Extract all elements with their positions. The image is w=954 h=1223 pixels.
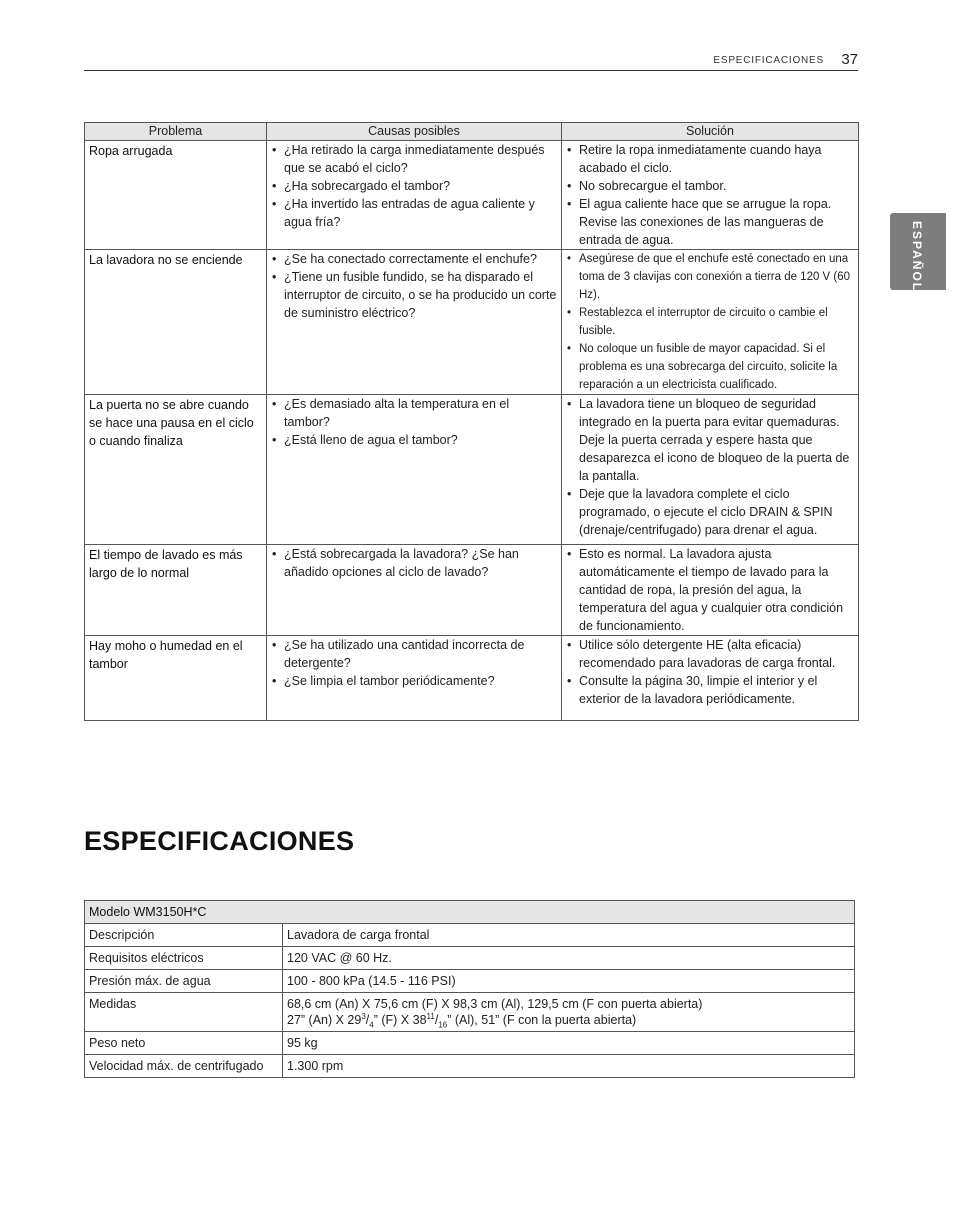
- table-row: [85, 1055, 855, 1078]
- troubleshooting-table: [84, 122, 859, 721]
- dimensions-imperial: 27” (An) X $29^3/_4$” (F) X $38^{11}/_{16}$” (Al), 51” (F con la puerta abierta): [287, 1011, 637, 1030]
- specs-table: [84, 900, 855, 1078]
- list-item: • ¿Tiene un fusible fundido, se ha disparado el interruptor de circuito, o se ha producido un corte de suministro eléctrico?: [271, 268, 557, 322]
- list-item: • ¿Está lleno de agua el tambor?: [271, 431, 557, 449]
- page-header: [84, 50, 858, 71]
- table-row: [85, 947, 855, 970]
- specs-title: ESPECIFICACIONES: [84, 826, 355, 856]
- spec-label: Requisitos eléctricos: [85, 947, 283, 970]
- list-item: • Consulte la página 30, limpie el interior y el exterior de la lavadora periódicamente.: [566, 672, 854, 708]
- table-row: [85, 250, 859, 395]
- specs-header-row: [85, 901, 855, 924]
- list-item: • Asegúrese de que el enchufe esté conectado en una toma de 3 clavijas con conexión a tierra de 120 V (60 Hz).: [566, 250, 854, 304]
- solutions-cell: [562, 250, 859, 395]
- table-row: [85, 1032, 855, 1055]
- column-header: Causas posibles: [267, 123, 562, 141]
- page-number: 37: [841, 51, 858, 68]
- solutions-cell: [562, 141, 859, 250]
- list-item: • ¿Se limpia el tambor periódicamente?: [271, 672, 557, 690]
- list-item: • ¿Ha sobrecargado el tambor?: [271, 177, 557, 195]
- language-tab: [890, 213, 946, 293]
- list-item: • La lavadora tiene un bloqueo de seguridad integrado en la puerta para evitar quemaduras. Deje la puerta cerrada y espere hasta que desaparezca el icono de bloqueo de la puerta de la pantalla.: [566, 395, 854, 485]
- column-header: Problema: [85, 123, 267, 141]
- column-header: Solución: [562, 123, 859, 141]
- header-section-title: ESPECIFICACIONES: [713, 55, 824, 66]
- list-item: • Retire la ropa inmediatamente cuando haya acabado el ciclo.: [566, 141, 854, 177]
- list-item: • ¿Ha invertido las entradas de agua caliente y agua fría?: [271, 195, 557, 231]
- spec-value: 100 - 800 kPa (14.5 - 116 PSI): [283, 970, 855, 993]
- list-item: • ¿Es demasiado alta la temperatura en el tambor?: [271, 395, 557, 431]
- problem-cell: Hay moho o humedad en el tambor: [85, 636, 267, 721]
- list-item: • No sobrecargue el tambor.: [566, 177, 854, 195]
- causes-cell: [267, 545, 562, 636]
- list-item: • El agua caliente hace que se arrugue la ropa. Revise las conexiones de las mangueras de entrada de agua.: [566, 195, 854, 249]
- table-row: [85, 993, 855, 1032]
- list-item: • Utilice sólo detergente HE (alta eficacia) recomendado para lavadoras de carga frontal.: [566, 636, 854, 672]
- spec-value: Lavadora de carga frontal: [283, 924, 855, 947]
- spec-label: Velocidad máx. de centrifugado: [85, 1055, 283, 1078]
- causes-cell: [267, 250, 562, 395]
- language-tab-label: ESPAÑOL: [910, 221, 924, 293]
- solutions-cell: [562, 545, 859, 636]
- problem-cell: La lavadora no se enciende: [85, 250, 267, 395]
- spec-label: Presión máx. de agua: [85, 970, 283, 993]
- list-item: • ¿Está sobrecargada la lavadora? ¿Se han añadido opciones al ciclo de lavado?: [271, 545, 557, 581]
- causes-cell: [267, 395, 562, 545]
- spec-value: 95 kg: [283, 1032, 855, 1055]
- spec-value: 1.300 rpm: [283, 1055, 855, 1078]
- causes-cell: [267, 141, 562, 250]
- spec-label: Descripción: [85, 924, 283, 947]
- list-item: • ¿Se ha utilizado una cantidad incorrecta de detergente?: [271, 636, 557, 672]
- list-item: • Deje que la lavadora complete el ciclo programado, o ejecute el ciclo DRAIN & SPIN (drenaje/centrifugado) para drenar el agua.: [566, 485, 854, 539]
- problem-cell: Ropa arrugada: [85, 141, 267, 250]
- solutions-cell: [562, 395, 859, 545]
- table-row: [85, 141, 859, 250]
- table-row: [85, 395, 859, 545]
- spec-value: 120 VAC @ 60 Hz.: [283, 947, 855, 970]
- model-label: Modelo WM3150H*C: [85, 901, 855, 924]
- spec-label: Medidas: [85, 993, 283, 1032]
- table-row: [85, 970, 855, 993]
- list-item: • ¿Ha retirado la carga inmediatamente después que se acabó el ciclo?: [271, 141, 557, 177]
- causes-cell: [267, 636, 562, 721]
- problem-cell: La puerta no se abre cuando se hace una pausa en el ciclo o cuando finaliza: [85, 395, 267, 545]
- table-row: [85, 636, 859, 721]
- list-item: • No coloque un fusible de mayor capacidad. Si el problema es una sobrecarga del circuito, solicite la reparación a un electricista cualificado.: [566, 340, 854, 394]
- list-item: • Restablezca el interruptor de circuito o cambie el fusible.: [566, 304, 854, 340]
- spec-value-dimensions: [283, 993, 855, 1032]
- solutions-cell: [562, 636, 859, 721]
- table-row: [85, 924, 855, 947]
- spec-label: Peso neto: [85, 1032, 283, 1055]
- table-row: [85, 545, 859, 636]
- dimensions-metric: 68,6 cm (An) X 75,6 cm (F) X 98,3 cm (Al), 129,5 cm (F con puerta abierta): [287, 997, 703, 1011]
- problem-cell: El tiempo de lavado es más largo de lo normal: [85, 545, 267, 636]
- table-header-row: [85, 123, 859, 141]
- list-item: • Esto es normal. La lavadora ajusta automáticamente el tiempo de lavado para la cantidad de ropa, la presión del agua, la temperatura del agua y cualquier otra condición de funcionamiento.: [566, 545, 854, 635]
- list-item: • ¿Se ha conectado correctamente el enchufe?: [271, 250, 557, 268]
